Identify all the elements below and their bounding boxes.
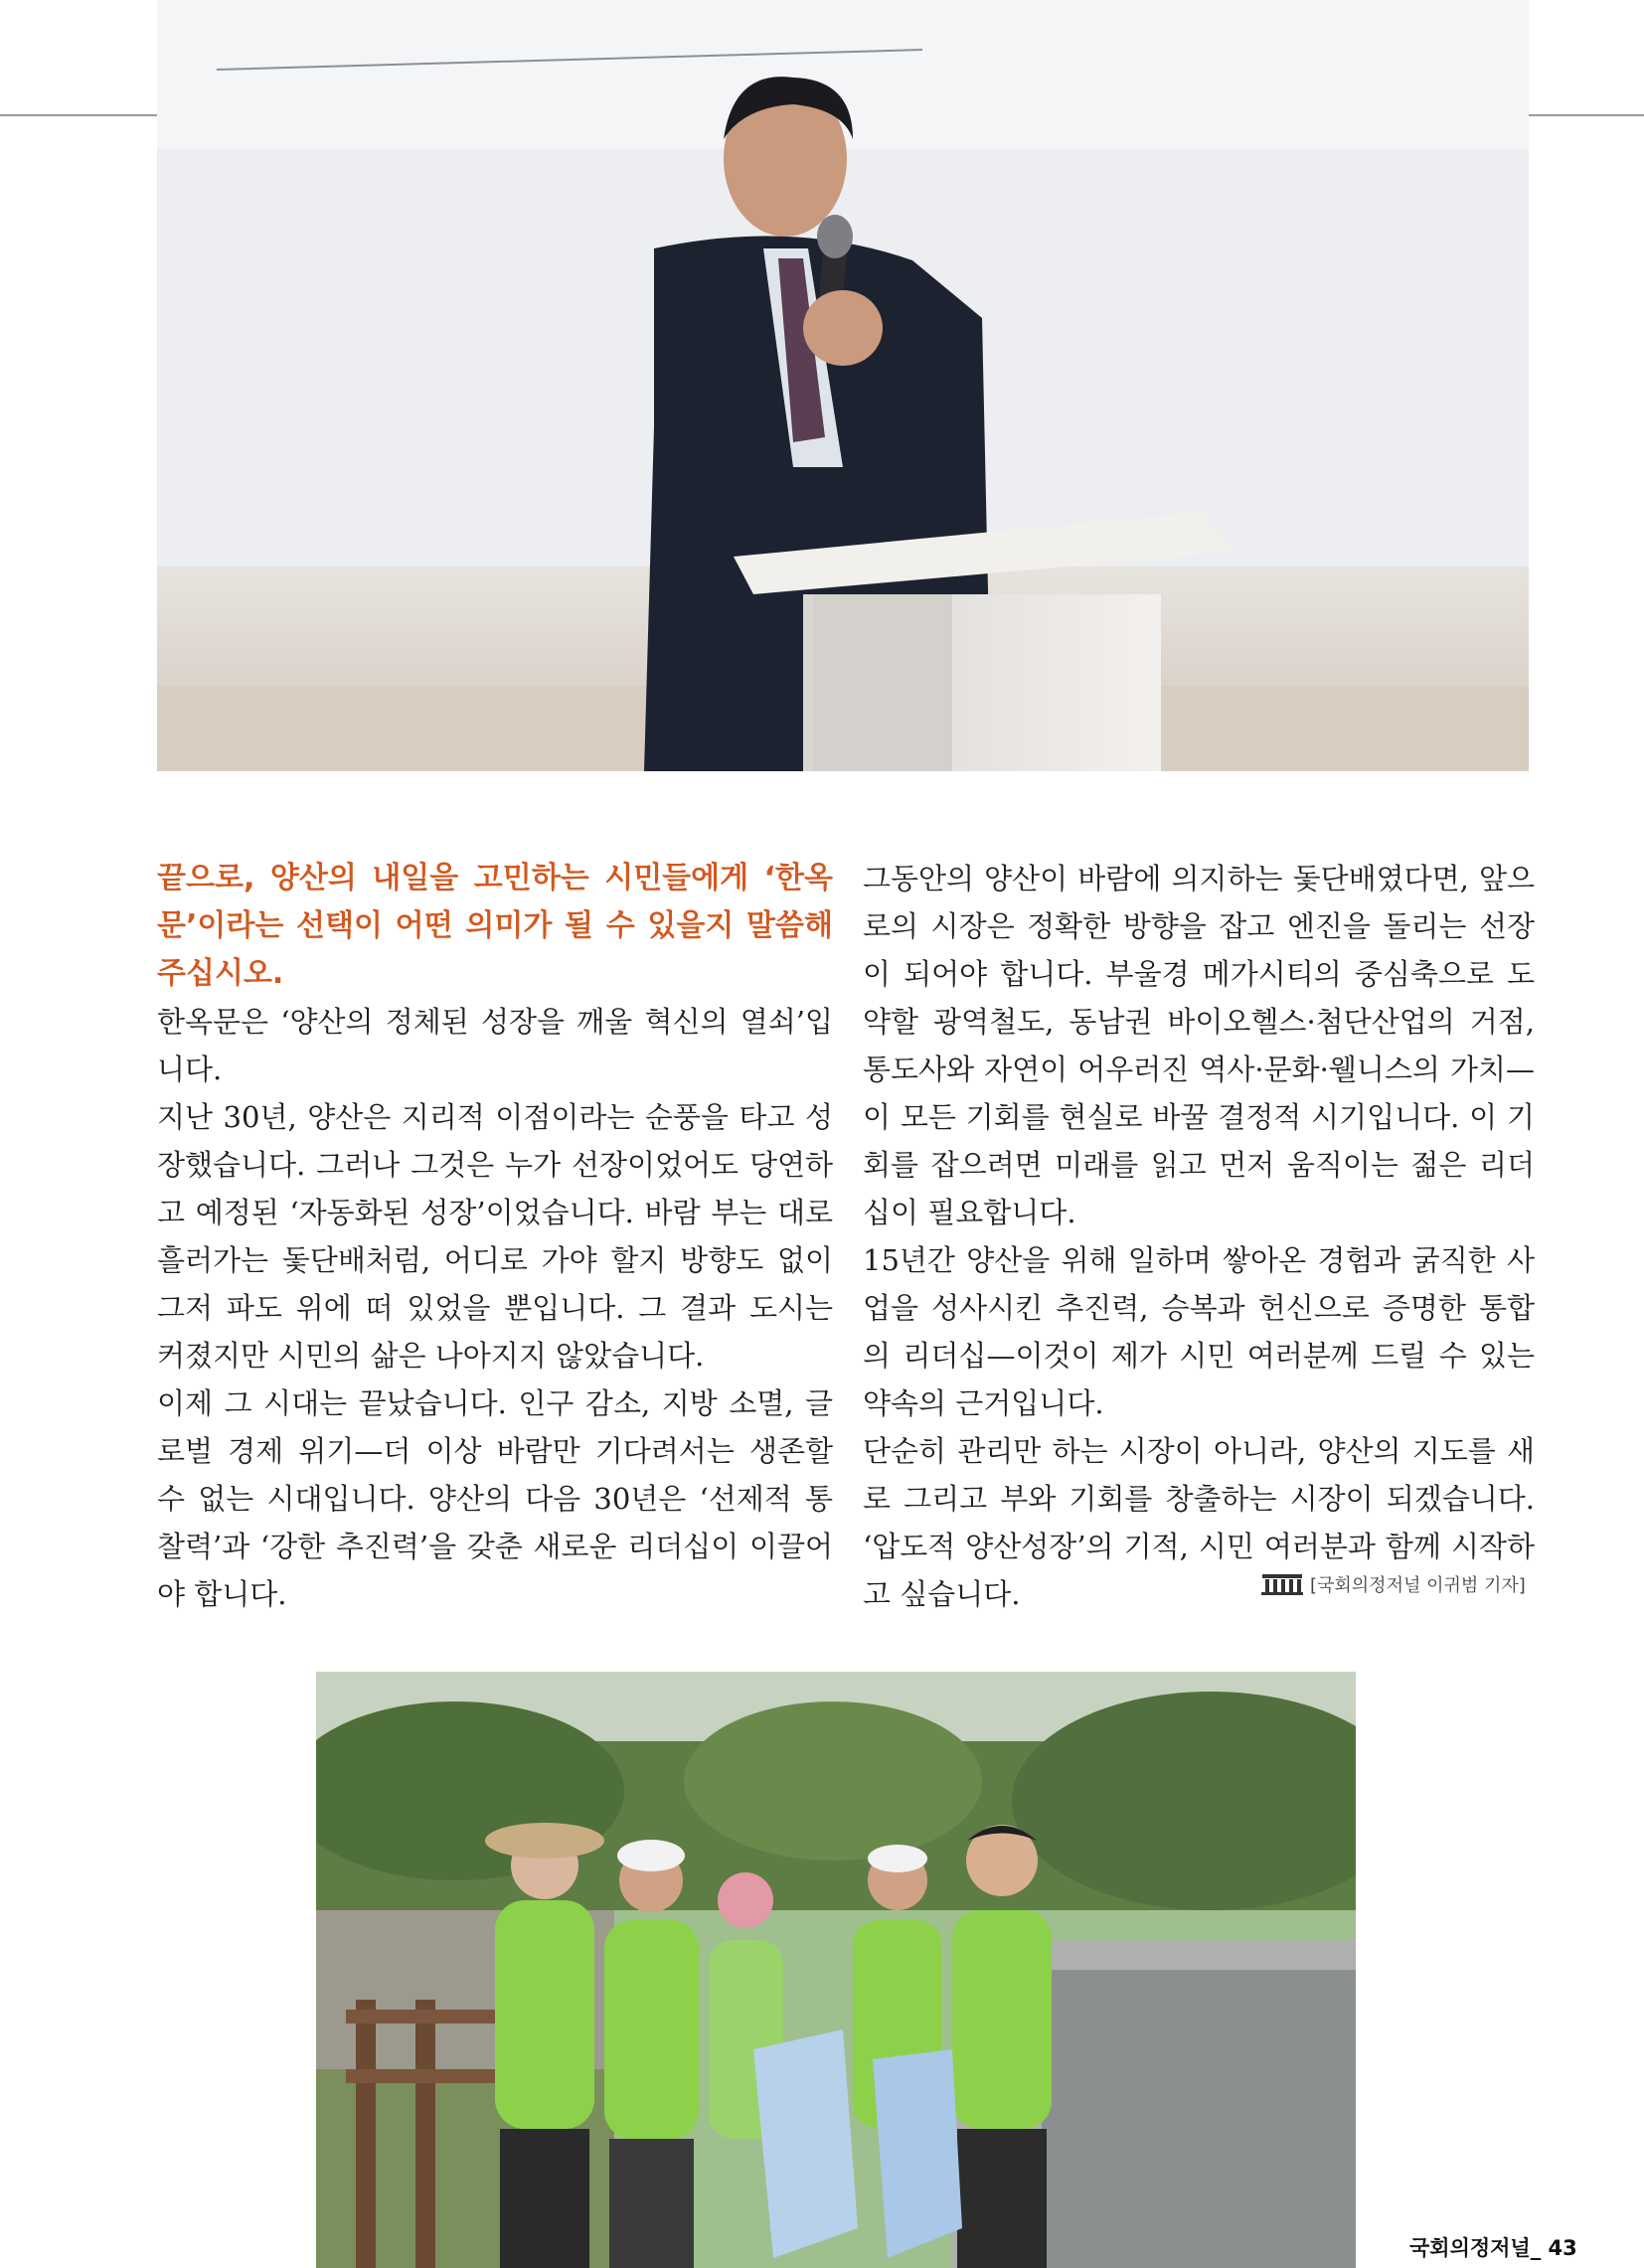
header-rule-right <box>1529 114 1644 116</box>
page-footer <box>1409 2232 1577 2262</box>
header-rule-left <box>0 114 157 116</box>
answer-paragraph: 그동안의 양산이 바람에 의지하는 돛단배였다면, 앞으로의 시장은 정확한 방향을 잡고 엔진을 돌리는 선장이 되어야 합니다. 부울경 메가시티의 중심축으로 도약할 광역철도, 동남권 바이오헬스·첨단산업의 거점, 통도사와 자연이 어우러진 역사·문화·웰니스의 가치—이 모든 기회를 현실로 바꿀 결정적 시기입니다. 이 기회를 잡으려면 미래를 읽고 먼저 움직이는 젊은 리더십이 필요합니다. <box>863 862 1535 1229</box>
reporter-byline <box>1260 1571 1526 1597</box>
answer-paragraph: 단순히 관리만 하는 시장이 아니라, 양산의 지도를 새로 그리고 부와 기회를 창출하는 시장이 되겠습니다. ‘압도적 양산성장’의 기적, 시민 여러분과 함께 시작하고 싶습니다. <box>863 1434 1535 1611</box>
page-number: 43 <box>1548 2236 1577 2260</box>
article-column-right <box>863 855 1535 1618</box>
answer-paragraph: 이제 그 시대는 끝났습니다. 인구 감소, 지방 소멸, 글로벌 경제 위기—더 이상 바람만 기다려서는 생존할 수 없는 시대입니다. 양산의 다음 30년은 ‘선제적 통찰력’과 ‘강한 추진력’을 갖춘 새로운 리더십이 이끌어야 합니다. <box>157 1386 833 1611</box>
volunteer-group-photo <box>316 1672 1356 2268</box>
volunteer-photo-illustration <box>316 1672 1356 2268</box>
interview-question: 끝으로, 양산의 내일을 고민하는 시민들에게 ‘한옥문’이라는 선택이 어떤 의미가 될 수 있을지 말씀해 주십시오. <box>157 861 833 991</box>
publication-name: 국회의정저널_ <box>1409 2236 1542 2260</box>
answer-paragraph: 15년간 양산을 위해 일하며 쌓아온 경험과 굵직한 사업을 성사시킨 추진력, 승복과 헌신으로 증명한 통합의 리더십—이것이 제가 시민 여러분께 드릴 수 있는 약속의 근거입니다. <box>863 1243 1535 1420</box>
answer-paragraph: 한옥문은 ‘양산의 정체된 성장을 깨울 혁신의 열쇠’입니다. <box>157 1005 833 1086</box>
assembly-building-icon <box>1260 1572 1304 1596</box>
speaker-photo-illustration <box>157 0 1529 771</box>
answer-paragraph: 지난 30년, 양산은 지리적 이점이라는 순풍을 타고 성장했습니다. 그러나 그것은 누가 선장이었어도 당연하고 예정된 ‘자동화된 성장’이었습니다. 바람 부는 대로 흘러가는 돛단배처럼, 어디로 가야 할지 방향도 없이 그저 파도 위에 떠 있었을 뿐입니다. 그 결과 도시는 커졌지만 시민의 삶은 나아지지 않았습니다. <box>157 1100 833 1373</box>
byline-text: [국회의정저널 이귀범 기자] <box>1310 1575 1526 1596</box>
article-column-left <box>157 855 833 1618</box>
speaker-photo <box>157 0 1529 771</box>
